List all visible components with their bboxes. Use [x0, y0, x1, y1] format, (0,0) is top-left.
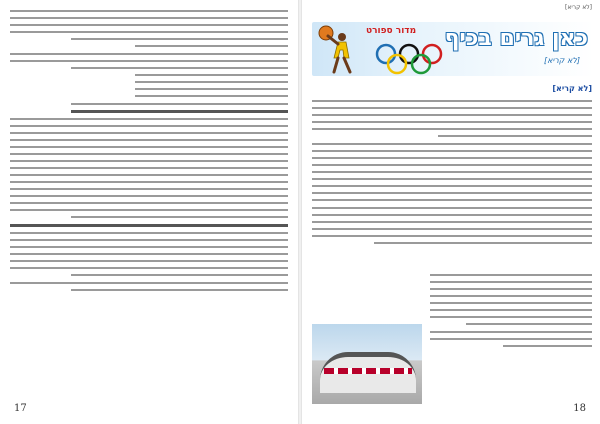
right-page [302, 0, 600, 424]
text-line [10, 202, 288, 204]
text-line [312, 228, 592, 230]
right-page-text-top [312, 100, 592, 249]
sports-banner [312, 22, 594, 76]
text-line [10, 139, 288, 141]
running-header: [לא קריא] [564, 4, 592, 11]
arena-sign-band [324, 368, 412, 374]
subheading-line [71, 110, 288, 113]
left-page-text [10, 10, 288, 296]
text-line [10, 181, 288, 183]
text-line [71, 216, 288, 218]
page-number-left: 17 [14, 403, 27, 414]
text-line [10, 160, 288, 162]
text-line [10, 282, 288, 284]
text-line [430, 302, 592, 304]
text-line [135, 74, 288, 76]
text-line [430, 295, 592, 297]
section-label: מדור ספורט [366, 26, 417, 36]
right-page-text-bottom [430, 274, 592, 352]
text-line [466, 323, 592, 325]
text-line [10, 260, 288, 262]
text-line [10, 153, 288, 155]
article-subtitle: [לא קריא] [543, 56, 580, 65]
text-line [312, 235, 592, 237]
text-line [438, 135, 592, 137]
text-line [71, 289, 288, 291]
text-line [430, 288, 592, 290]
subheading-line [10, 224, 288, 227]
article-byline: [לא קריא] [552, 84, 592, 93]
text-line [10, 188, 288, 190]
text-line [10, 125, 288, 127]
page-number-right: 18 [573, 403, 586, 414]
text-line [503, 345, 592, 347]
text-line [312, 157, 592, 159]
text-line [10, 167, 288, 169]
text-line [135, 81, 288, 83]
text-line [430, 309, 592, 311]
text-line [312, 114, 592, 116]
text-line [312, 128, 592, 130]
text-line [312, 214, 592, 216]
text-line [312, 221, 592, 223]
text-line [312, 121, 592, 123]
article-title: כאן גרים בכיף [444, 26, 588, 51]
arena-photo [312, 324, 422, 404]
text-line [10, 53, 288, 55]
text-line [10, 253, 288, 255]
text-line [10, 10, 288, 12]
text-line [135, 95, 288, 97]
text-line [430, 316, 592, 318]
text-line [71, 67, 288, 69]
text-line [312, 185, 592, 187]
basketball-player-illustration [316, 24, 362, 74]
text-line [312, 207, 592, 209]
text-line [430, 338, 592, 340]
text-line [10, 232, 288, 234]
text-line [312, 143, 592, 145]
text-line [374, 242, 592, 244]
text-line [10, 60, 288, 62]
text-line [71, 38, 288, 40]
text-line [71, 274, 288, 276]
text-line [135, 45, 288, 47]
text-line [312, 192, 592, 194]
left-page [0, 0, 298, 424]
text-line [430, 331, 592, 333]
text-line [430, 281, 592, 283]
text-line [71, 103, 288, 105]
text-line [10, 246, 288, 248]
text-line [430, 274, 592, 276]
text-line [10, 118, 288, 120]
text-line [10, 132, 288, 134]
text-line [10, 267, 288, 269]
text-line [10, 31, 288, 33]
text-line [312, 164, 592, 166]
text-line [312, 150, 592, 152]
text-line [312, 171, 592, 173]
text-line [10, 195, 288, 197]
text-line [10, 24, 288, 26]
text-line [10, 17, 288, 19]
text-line [312, 199, 592, 201]
text-line [10, 146, 288, 148]
text-line [10, 174, 288, 176]
text-line [135, 88, 288, 90]
text-line [312, 178, 592, 180]
text-line [10, 209, 288, 211]
text-line [312, 107, 592, 109]
text-line [312, 100, 592, 102]
olympic-rings-icon [374, 42, 444, 76]
text-line [10, 239, 288, 241]
